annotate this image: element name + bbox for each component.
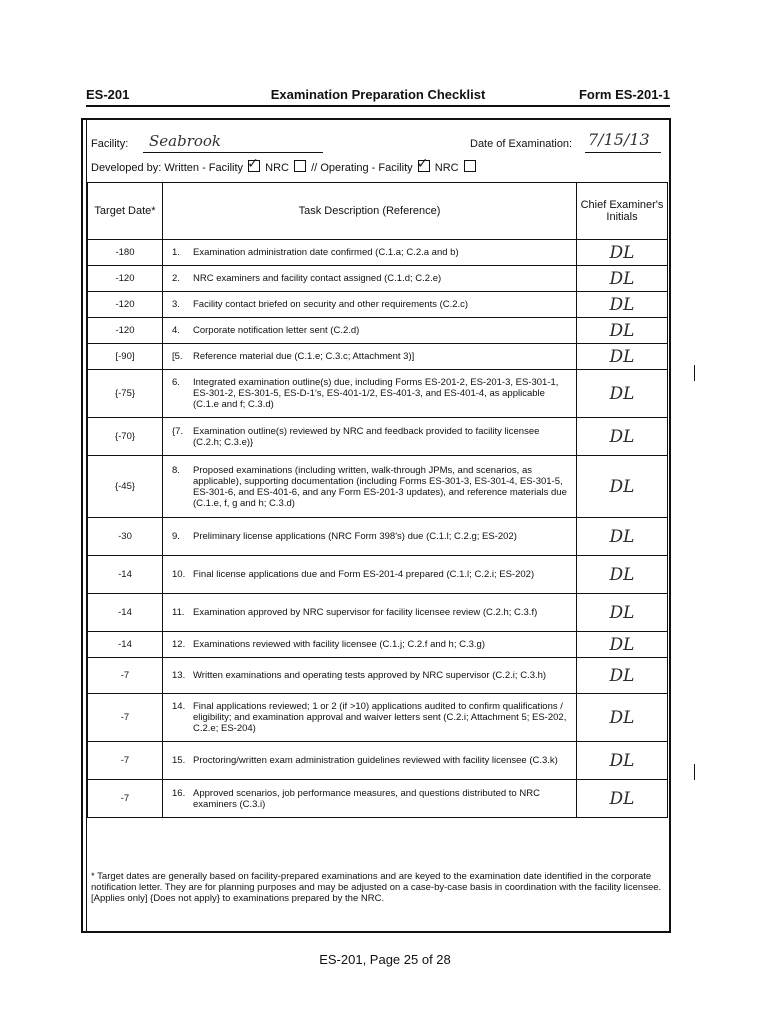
table-row (88, 344, 668, 370)
task-number: {7. (172, 425, 184, 437)
task-text: Approved scenarios, job performance measures, and questions distributed to NRC examiners (C.3.i) (193, 787, 540, 810)
table-row (88, 658, 668, 694)
examiner-initials: DL (577, 594, 668, 632)
separator: // (311, 162, 318, 174)
footnote-text: * Target dates are generally based on facility-prepared examinations and are keyed to the examination date identified in the corporate notification letter. They are for planning purposes and may be adjusted on a case-by-case basis in coordination with the facility licensee. (91, 871, 662, 893)
table-row (88, 742, 668, 780)
footnote (87, 867, 667, 904)
task-description (163, 266, 577, 292)
task-number: 10. (172, 569, 186, 580)
task-text: Integrated examination outline(s) due, including Forms ES-201-2, ES-201-3, ES-301-1, ES-301-2, ES-301-5, ES-D-1's, ES-401-1/2, ES-401-3, and ES-401-4, as applicable (C.1.e and f; C.3.d) (193, 377, 559, 410)
written-nrc-checkbox[interactable] (294, 160, 306, 172)
task-description (163, 418, 577, 456)
operating-facility-label: Operating - Facility (320, 162, 413, 174)
task-description (163, 240, 577, 266)
task-text: Proctoring/written exam administration guidelines reviewed with facility licensee (C.3.k) (193, 755, 558, 766)
target-date: {-75} (88, 370, 163, 418)
margin-mark (694, 764, 695, 780)
target-date: -120 (88, 292, 163, 318)
task-number: 2. (172, 273, 180, 284)
target-date: -180 (88, 240, 163, 266)
target-date: -7 (88, 658, 163, 694)
task-number: 6. (172, 377, 180, 388)
table-row (88, 632, 668, 658)
examiner-initials: DL (577, 658, 668, 694)
task-text: NRC examiners and facility contact assigned (C.1.d; C.2.e) (193, 273, 442, 284)
written-facility-checkbox[interactable] (248, 160, 260, 172)
task-number: 3. (172, 299, 180, 310)
checklist-form (81, 118, 671, 933)
examiner-initials: DL (577, 632, 668, 658)
date-value: 7/15/13 (588, 130, 650, 149)
margin-mark (694, 365, 695, 381)
examiner-initials: DL (577, 780, 668, 818)
target-date: {-70} (88, 418, 163, 456)
target-date: -14 (88, 594, 163, 632)
task-number: 15. (172, 755, 186, 766)
examiner-initials: DL (577, 344, 668, 370)
table-row (88, 370, 668, 418)
task-text: Preliminary license applications (NRC Form 398's) due (C.1.l; C.2.g; ES-202) (193, 531, 517, 542)
operating-nrc-checkbox[interactable] (464, 160, 476, 172)
examiner-initials: DL (577, 694, 668, 742)
task-number: [5. (172, 351, 183, 362)
task-number: 4. (172, 325, 180, 336)
task-number: 13. (172, 670, 186, 681)
facility-label: Facility: (91, 138, 129, 150)
developed-by-row (91, 160, 478, 174)
task-description (163, 556, 577, 594)
examiner-initials: DL (577, 240, 668, 266)
facility-value: Seabrook (149, 132, 222, 150)
task-text: Final applications reviewed; 1 or 2 (if >10) applications audited to confirm qualifications / eligibility; and examination approval and waiver letters sent (C.2.i; Attachment 5; ES-202, C.2.e; ES-204) (193, 701, 567, 734)
examiner-initials: DL (577, 418, 668, 456)
header-left: ES-201 (86, 87, 130, 102)
examiner-initials: DL (577, 556, 668, 594)
task-number: 16. (172, 787, 186, 799)
target-date: {-45} (88, 456, 163, 518)
task-description (163, 370, 577, 418)
table-row (88, 780, 668, 818)
target-date: -7 (88, 742, 163, 780)
target-date: -7 (88, 694, 163, 742)
examiner-initials: DL (577, 318, 668, 344)
task-text: Reference material due (C.1.e; C.3.c; Attachment 3)] (193, 351, 415, 362)
task-text: Proposed examinations (including written, walk-through JPMs, and scenarios, as applicable), supporting documentation (including Forms ES-301-3, ES-301-4, ES-301-5, ES-301-6, and ES-401-6, and any Form ES-201-3 updates), and reference materials due (C.1.e, f, g and h; C.3.d) (193, 464, 567, 509)
task-description (163, 742, 577, 780)
task-text: Written examinations and operating tests approved by NRC supervisor (C.2.i; C.3.h) (193, 670, 547, 681)
task-number: 1. (172, 247, 180, 258)
task-text: Examination approved by NRC supervisor for facility licensee review (C.2.h; C.3.f) (193, 607, 538, 618)
examiner-initials: DL (577, 370, 668, 418)
table-row (88, 594, 668, 632)
facility-row (91, 130, 661, 154)
task-description (163, 658, 577, 694)
table-row (88, 694, 668, 742)
task-text: Final license applications due and Form ES-201-4 prepared (C.1.l; C.2.i; ES-202) (193, 569, 535, 580)
header-title: Examination Preparation Checklist (270, 87, 486, 102)
task-rows (88, 240, 668, 818)
col-initials: Chief Examiner's Initials (577, 183, 668, 240)
task-text: Examination outline(s) reviewed by NRC and feedback provided to facility licensee (C.2.h; C.3.e)} (193, 425, 540, 448)
target-date: -14 (88, 632, 163, 658)
table-row (88, 318, 668, 344)
task-number: 11. (172, 607, 185, 618)
task-number: 8. (172, 464, 180, 476)
target-date: [-90] (88, 344, 163, 370)
examiner-initials: DL (577, 456, 668, 518)
table-row (88, 240, 668, 266)
page-number: ES-201, Page 25 of 28 (319, 952, 451, 967)
date-underline (585, 152, 661, 153)
written-nrc-label: NRC (265, 162, 289, 174)
table-row (88, 456, 668, 518)
task-text: Examination administration date confirmed (C.1.a; C.2.a and b) (193, 247, 459, 258)
task-text: Corporate notification letter sent (C.2.d) (193, 325, 360, 336)
examiner-initials: DL (577, 742, 668, 780)
task-description (163, 632, 577, 658)
task-number: 14. (172, 701, 186, 712)
operating-nrc-label: NRC (434, 162, 459, 174)
table-header-row (88, 183, 668, 240)
header-form-number: Form ES-201-1 (578, 87, 670, 102)
task-description (163, 594, 577, 632)
task-description (163, 780, 577, 818)
table-row (88, 266, 668, 292)
task-table (87, 182, 668, 818)
target-date: -30 (88, 518, 163, 556)
task-description (163, 344, 577, 370)
target-date: -120 (88, 266, 163, 292)
examiner-initials: DL (577, 292, 668, 318)
task-description (163, 292, 577, 318)
col-target-date: Target Date* (88, 183, 163, 240)
target-date: -120 (88, 318, 163, 344)
operating-facility-checkbox[interactable] (418, 160, 430, 172)
table-row (88, 556, 668, 594)
task-number: 9. (172, 531, 180, 542)
task-description (163, 518, 577, 556)
date-label: Date of Examination: (470, 138, 573, 150)
target-date: -7 (88, 780, 163, 818)
examiner-initials: DL (577, 266, 668, 292)
facility-underline (143, 152, 323, 153)
page-header (86, 87, 670, 107)
task-number: 12. (172, 639, 186, 650)
task-description (163, 456, 577, 518)
col-task-description: Task Description (Reference) (163, 183, 577, 240)
footnote-applies: [Applies only] {Does not apply} to examinations prepared by the NRC. (91, 893, 385, 904)
table-row (88, 292, 668, 318)
table-row (88, 418, 668, 456)
task-text: Facility contact briefed on security and other requirements (C.2.c) (193, 299, 469, 310)
task-text: Examinations reviewed with facility licensee (C.1.j; C.2.f and h; C.3.g) (193, 639, 485, 650)
target-date: -14 (88, 556, 163, 594)
table-row (88, 518, 668, 556)
task-description (163, 694, 577, 742)
written-facility-label: Written - Facility (164, 162, 244, 174)
examiner-initials: DL (577, 518, 668, 556)
developed-by-label: Developed by: (91, 162, 162, 174)
task-description (163, 318, 577, 344)
